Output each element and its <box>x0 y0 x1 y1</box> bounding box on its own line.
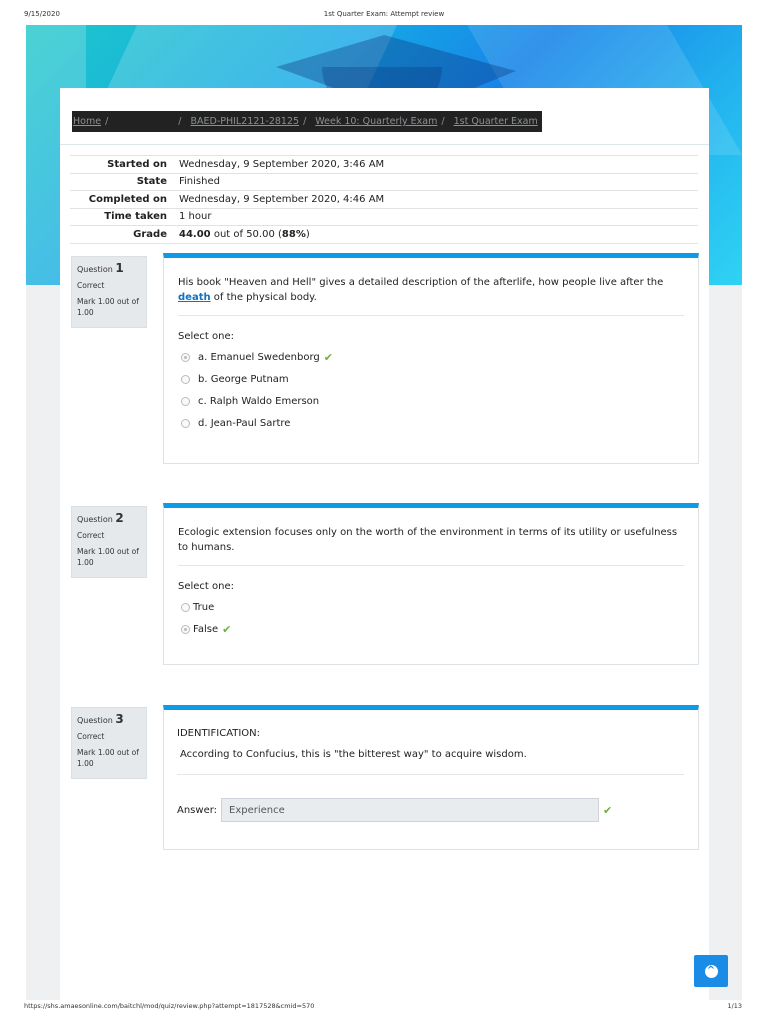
question-body: According to Confucius, this is "the bitterest way" to acquire wisdom. <box>180 749 527 760</box>
question-status: Correct <box>77 281 105 290</box>
breadcrumb-section[interactable]: Week 10: Quarterly Exam <box>315 116 438 127</box>
question-number: 2 <box>115 511 124 525</box>
summary-value: Finished <box>179 176 220 188</box>
option-true[interactable]: True <box>178 596 684 618</box>
summary-label: State <box>136 176 167 188</box>
question-number: 1 <box>115 261 124 275</box>
option-false[interactable]: False ✔ <box>178 618 684 640</box>
select-prompt: Select one: <box>178 331 235 342</box>
question-number: 3 <box>115 712 124 726</box>
option-b[interactable]: b. George Putnam <box>178 368 684 390</box>
answer-input[interactable]: Experience <box>221 798 599 822</box>
breadcrumb-quiz[interactable]: 1st Quarter Exam <box>453 116 538 127</box>
radio[interactable] <box>181 419 190 428</box>
attempt-summary-table <box>70 155 698 244</box>
breadcrumb-home[interactable]: Home <box>73 116 102 127</box>
grade-value: 44.00 out of 50.00 (88%) <box>179 228 310 240</box>
radio[interactable] <box>181 603 190 612</box>
question-status: Correct <box>77 732 105 741</box>
check-icon: ✔ <box>603 803 613 817</box>
summary-row <box>70 208 698 226</box>
radio[interactable] <box>181 397 190 406</box>
answer-label: Answer: <box>177 804 218 816</box>
question-text <box>177 710 684 775</box>
summary-label: Started on <box>107 158 167 170</box>
question-1-info <box>71 256 147 328</box>
question-label: Question <box>77 716 113 725</box>
question-text: His book "Heaven and Hell" gives a detailed description of the afterlife, how people live after the death of the physical body. <box>178 258 684 316</box>
print-footer <box>0 1002 768 1014</box>
question-mark: Mark 1.00 out of 1.00 <box>77 748 139 768</box>
check-icon: ✔ <box>323 350 333 364</box>
print-date: 9/15/2020 <box>24 10 60 18</box>
breadcrumb-course[interactable]: BAED-PHIL2121-28125 <box>190 116 300 127</box>
question-1-card <box>163 253 699 464</box>
summary-row-grade <box>70 226 698 244</box>
radio-selected[interactable] <box>181 625 190 634</box>
back-to-top-button[interactable] <box>694 955 728 987</box>
question-heading: IDENTIFICATION: <box>177 728 261 739</box>
main-content <box>60 88 709 1000</box>
summary-value: 1 hour <box>179 211 212 223</box>
question-2-card <box>163 503 699 665</box>
chevron-up-icon: ^ <box>705 965 718 978</box>
summary-label: Completed on <box>88 193 167 205</box>
question-status: Correct <box>77 531 105 540</box>
page-header <box>60 88 709 145</box>
summary-label: Time taken <box>104 211 167 223</box>
print-url: https://shs.amaesonline.com/baitchl/mod/quiz/review.php?attempt=1817528&cmid=570 <box>24 1002 315 1010</box>
option-c[interactable]: c. Ralph Waldo Emerson <box>178 390 684 412</box>
grade-label: Grade <box>133 228 167 240</box>
summary-value: Wednesday, 9 September 2020, 3:46 AM <box>179 158 385 170</box>
print-page-count: 1/13 <box>727 1002 742 1010</box>
print-header <box>0 10 768 22</box>
select-prompt: Select one: <box>178 581 235 592</box>
question-2-info <box>71 506 147 578</box>
summary-value: Wednesday, 9 September 2020, 4:46 AM <box>179 193 385 205</box>
option-d[interactable]: d. Jean-Paul Sartre <box>178 412 684 434</box>
glossary-link-death[interactable]: death <box>178 292 211 303</box>
summary-row <box>70 156 698 174</box>
check-icon: ✔ <box>222 622 232 636</box>
radio[interactable] <box>181 375 190 384</box>
question-mark: Mark 1.00 out of 1.00 <box>77 547 139 567</box>
question-label: Question <box>77 515 113 524</box>
question-3-info <box>71 707 147 779</box>
summary-row <box>70 173 698 191</box>
print-title: 1st Quarter Exam: Attempt review <box>323 10 445 18</box>
question-3-card <box>163 705 699 850</box>
breadcrumb: Home / / BAED-PHIL2121-28125 / Week 10: Quarterly Exam / 1st Quarter Exam <box>72 111 542 132</box>
option-a[interactable]: a. Emanuel Swedenborg ✔ <box>178 346 684 368</box>
question-label: Question <box>77 265 113 274</box>
answer-row <box>177 797 684 823</box>
question-text: Ecologic extension focuses only on the worth of the environment in terms of its utility or usefulness to humans. <box>178 508 684 566</box>
question-mark: Mark 1.00 out of 1.00 <box>77 297 139 317</box>
summary-row <box>70 191 698 209</box>
radio-selected[interactable] <box>181 353 190 362</box>
